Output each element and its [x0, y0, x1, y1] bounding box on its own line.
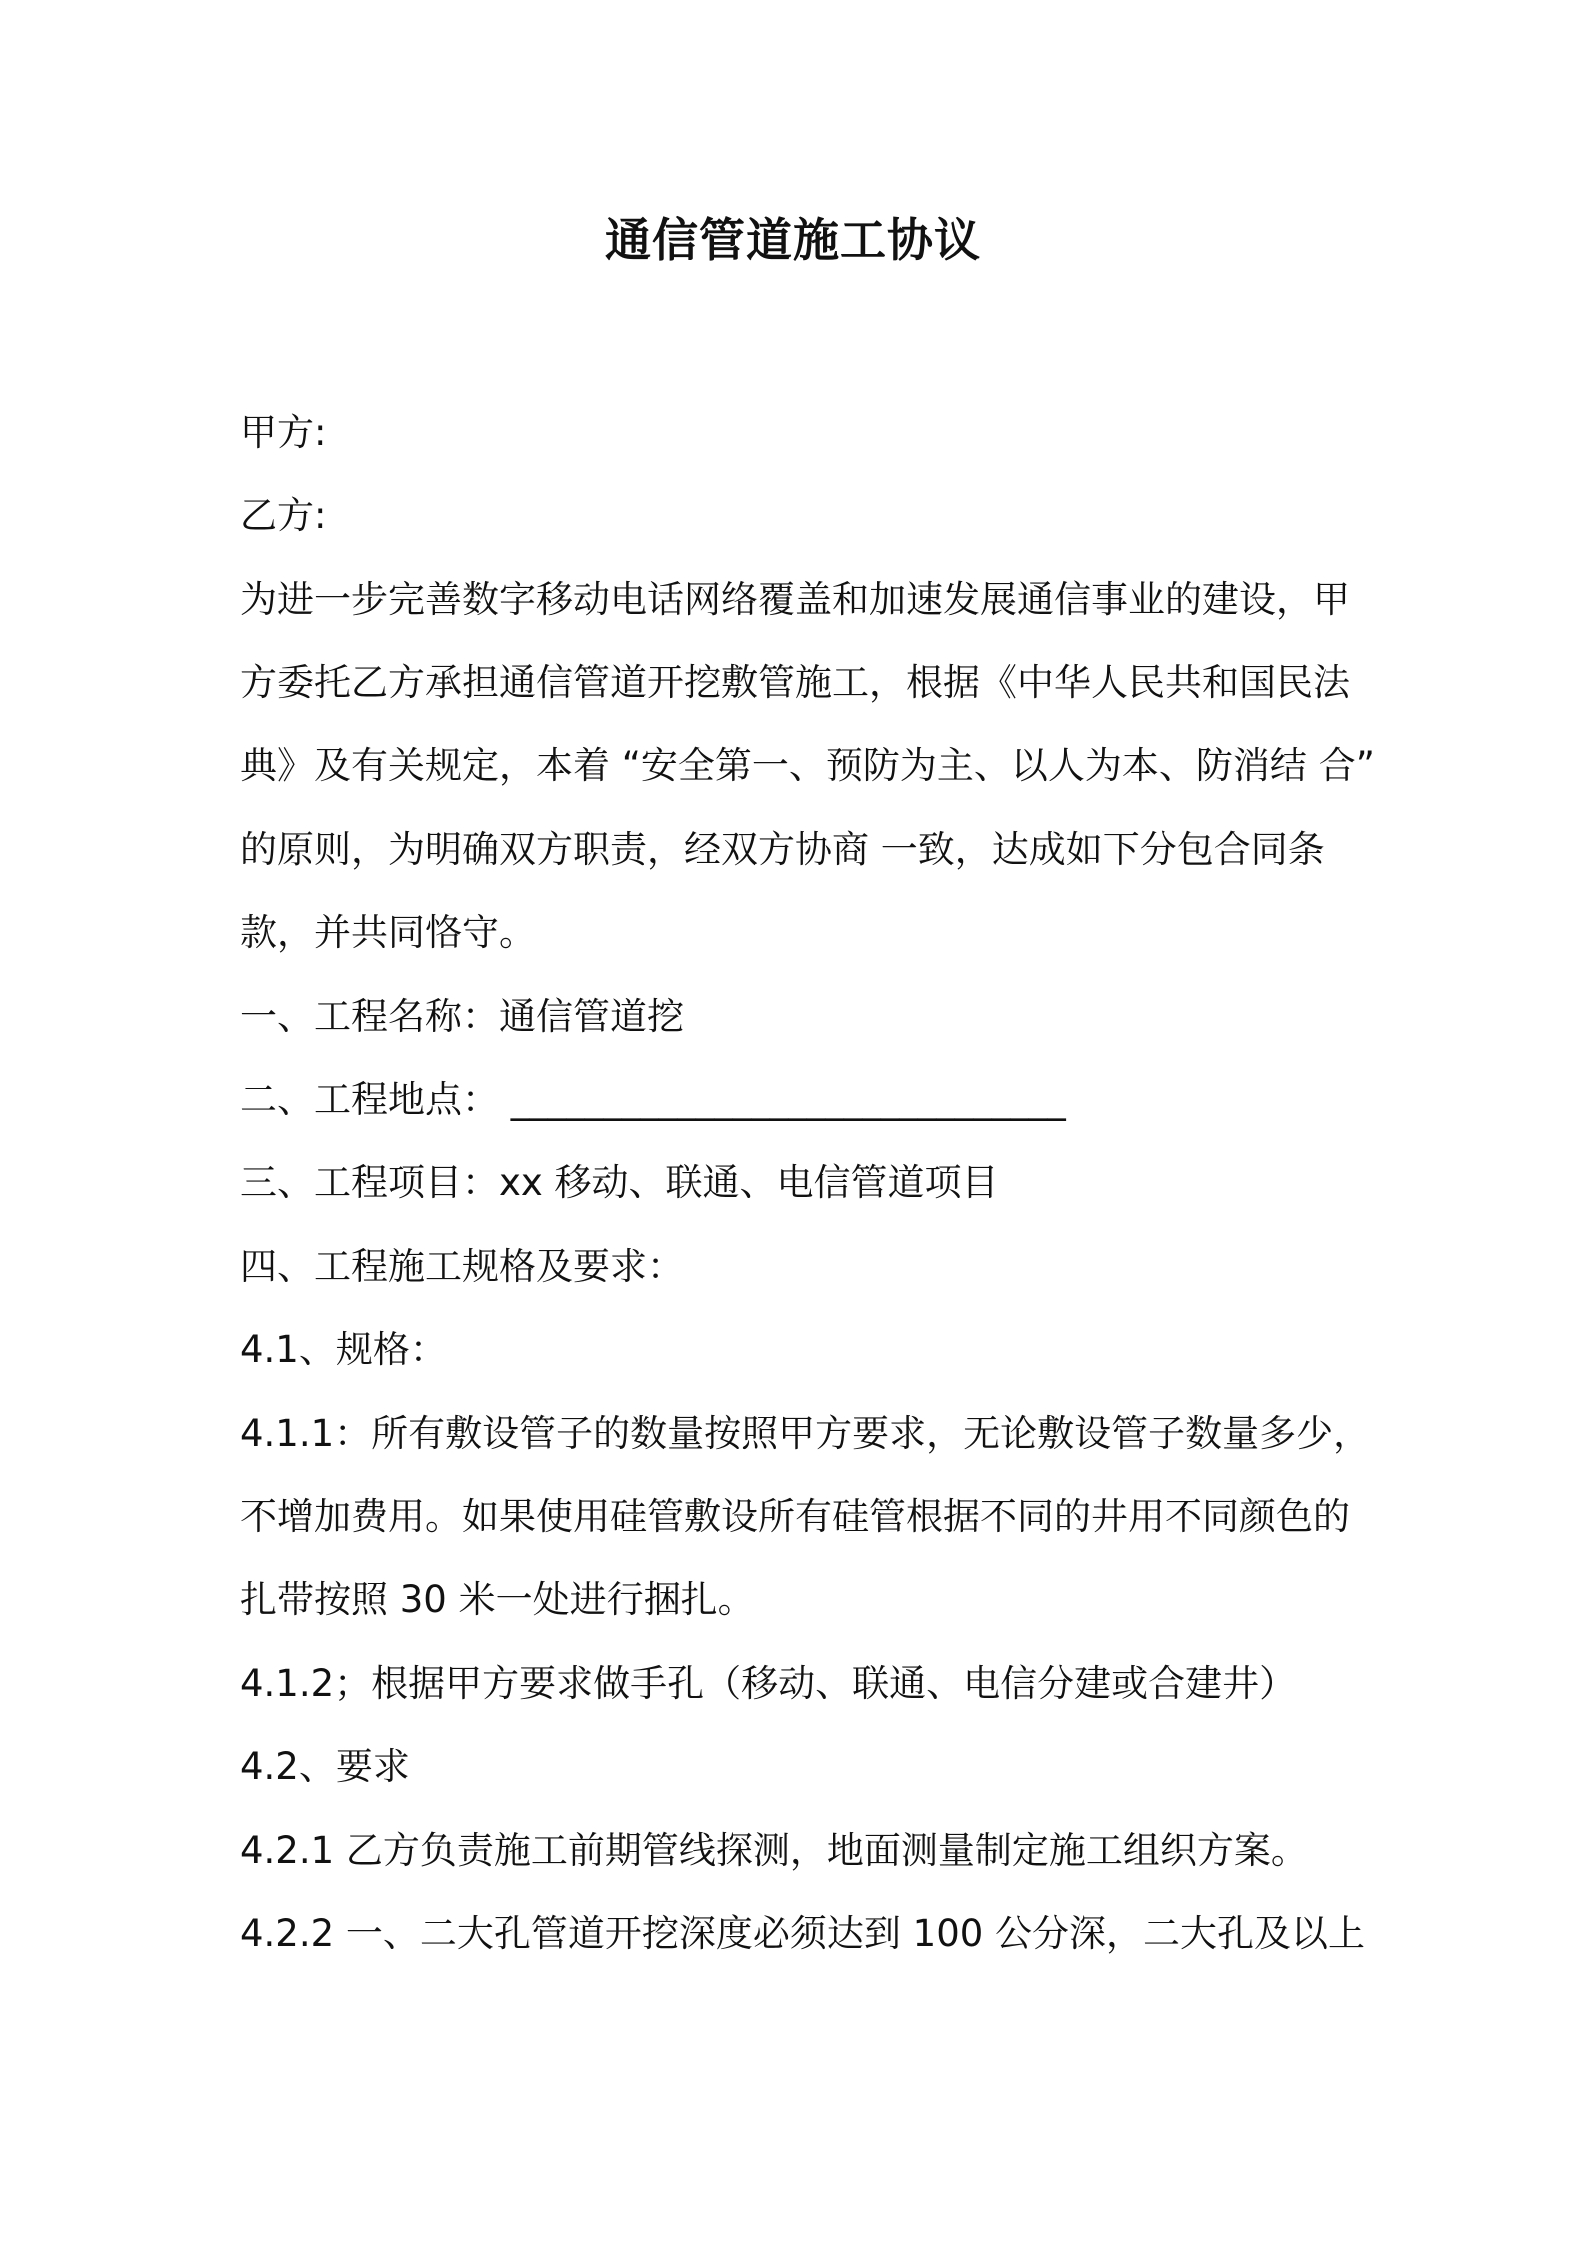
body-line: 4.1.2；根据甲方要求做手孔（移动、联通、电信分建或合建井）: [240, 1662, 1297, 1705]
section-heading-project-name: 一、工程名称：通信管道挖: [240, 995, 684, 1038]
body-line: 款，并共同恪守。: [240, 911, 536, 954]
section-heading-project-items: 三、工程项目：xx 移动、联通、电信管道项目: [240, 1161, 999, 1204]
section-heading-project-location: 二、工程地点： ______________________________: [240, 1078, 1066, 1121]
document-title: 通信管道施工协议: [605, 213, 981, 267]
subsection-heading: 4.1、规格：: [240, 1328, 447, 1371]
section-heading-specs: 四、工程施工规格及要求：: [240, 1245, 684, 1288]
body-line: 为进一步完善数字移动电话网络覆盖和加速发展通信事业的建设，甲: [240, 578, 1350, 621]
body-line: 方委托乙方承担通信管道开挖敷管施工，根据《中华人民共和国民法: [240, 661, 1350, 704]
subsection-heading: 4.2、要求: [240, 1745, 410, 1788]
body-line: 典》及有关规定，本着 “安全第一、预防为主、以人为本、防消结 合”: [240, 744, 1375, 787]
body-line: 扎带按照 30 米一处进行捆扎。: [240, 1578, 755, 1621]
body-line: 不增加费用。如果使用硅管敷设所有硅管根据不同的井用不同颜色的: [240, 1495, 1350, 1538]
party-a-line: 甲方:: [240, 411, 327, 454]
body-line: 的原则，为明确双方职责，经双方协商 一致，达成如下分包合同条: [240, 828, 1325, 871]
party-b-line: 乙方:: [240, 494, 327, 537]
body-line: 4.2.1 乙方负责施工前期管线探测，地面测量制定施工组织方案。: [240, 1829, 1308, 1872]
body-line: 4.2.2 一、二大孔管道开挖深度必须达到 100 公分深，二大孔及以上: [240, 1912, 1366, 1955]
body-line: 4.1.1：所有敷设管子的数量按照甲方要求，无论敷设管子数量多少，: [240, 1412, 1371, 1455]
